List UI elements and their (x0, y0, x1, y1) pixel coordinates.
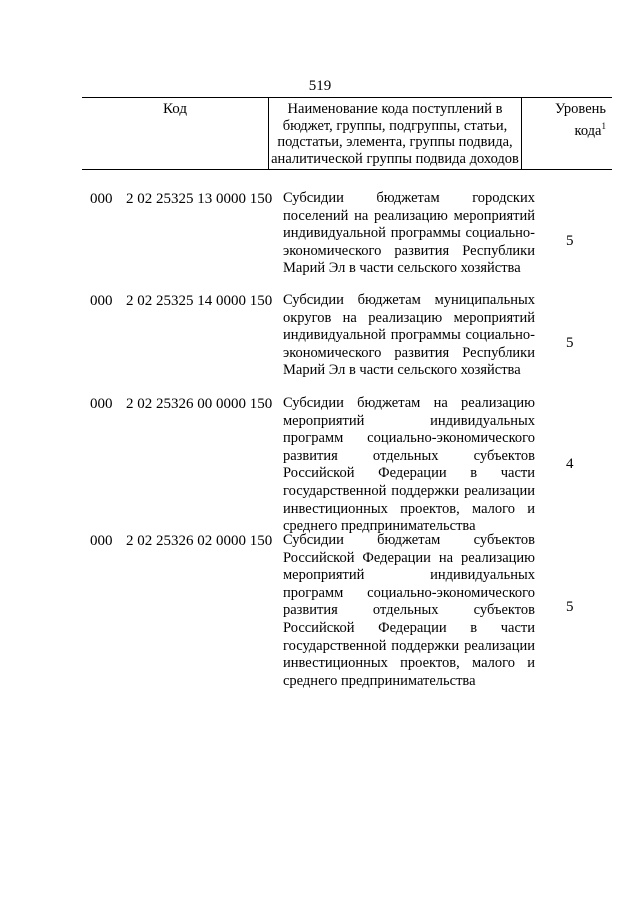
code-level: 5 (566, 335, 574, 351)
budget-code: 2 02 25325 13 0000 150 (126, 191, 273, 207)
code-description: Субсидии бюджетам на реализацию мероприятий индивидуальных программ социально-экономического развития отдельных субъектов Российской Федерации в части государственной поддержки реализации инвестиционных проектов, малого и среднего предпринимательства (283, 395, 535, 535)
budget-code: 2 02 25326 00 0000 150 (126, 396, 273, 412)
budget-code: 2 02 25326 02 0000 150 (126, 533, 273, 549)
page-number: 519 (308, 78, 332, 94)
header-name: Наименование кода поступлений в бюджет, группы, подгруппы, статьи, подстатьи, элемента, группы подвида, аналитической группы подвида доходов (269, 98, 522, 169)
footnote-mark: 1 (601, 121, 606, 131)
admin-code: 000 (90, 396, 113, 412)
admin-code: 000 (90, 533, 113, 549)
code-level: 5 (566, 233, 574, 249)
header-level-label: Уровень кода (554, 101, 606, 139)
header-level (522, 98, 612, 169)
code-description: Субсидии бюджетам городских поселений на реализацию мероприятий индивидуальной программы социально-экономического развития Республики Марий Эл в части сельского хозяйства (283, 190, 535, 277)
budget-code: 2 02 25325 14 0000 150 (126, 293, 273, 309)
code-description: Субсидии бюджетам муниципальных округов на реализацию мероприятий индивидуальной программы социально-экономического развития Республики Марий Эл в части сельского хозяйства (283, 292, 535, 379)
code-level: 5 (566, 599, 574, 615)
code-level: 4 (566, 456, 574, 472)
admin-code: 000 (90, 293, 113, 309)
header-code: Код (82, 98, 269, 169)
table-header (82, 97, 612, 170)
code-description: Субсидии бюджетам субъектов Российской Федерации на реализацию мероприятий индивидуальных программ социально-экономического развития отдельных субъектов Российской Федерации в части государственной поддержки реализации инвестиционных проектов, малого и среднего предпринимательства (283, 532, 535, 689)
admin-code: 000 (90, 191, 113, 207)
